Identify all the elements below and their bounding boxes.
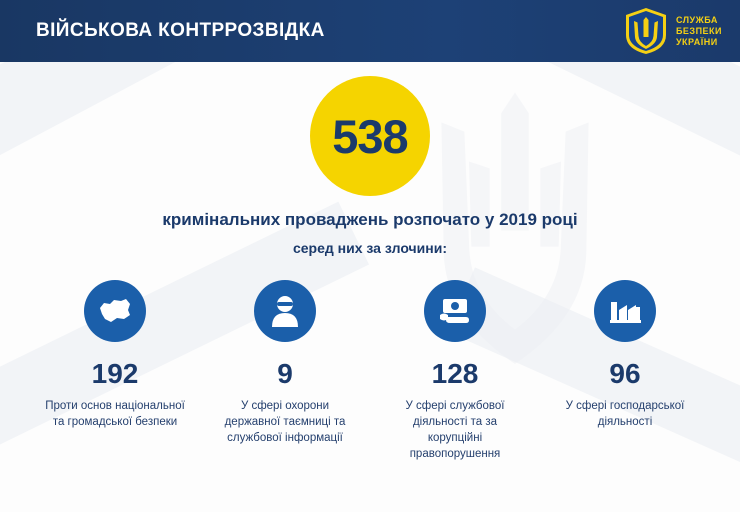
ukraine-map-icon xyxy=(97,296,133,326)
stat-item xyxy=(540,280,710,430)
money-bribe-icon xyxy=(436,295,474,327)
stat-item xyxy=(370,280,540,462)
ukraine-map-icon-circle xyxy=(84,280,146,342)
subheadline-text: серед них за злочини: xyxy=(292,240,448,256)
stat-item xyxy=(200,280,370,446)
headline-text: кримінальних проваджень розпочато у 2019 році xyxy=(162,210,578,229)
total-cases-number: 538 xyxy=(332,109,408,163)
logo-line-3: УКРАЇНИ xyxy=(675,36,718,47)
stat-value: 192 xyxy=(91,358,139,389)
secret-person-icon xyxy=(269,294,301,328)
factory-icon-circle xyxy=(594,280,656,342)
stat-value: 9 xyxy=(277,358,293,389)
logo-line-1: СЛУЖБА xyxy=(675,14,718,25)
secret-person-icon-circle xyxy=(254,280,316,342)
stat-label: Проти основ національної та громадської безпеки xyxy=(45,400,185,428)
main-content xyxy=(0,62,740,512)
logo-line-2: БЕЗПЕКИ xyxy=(675,25,722,36)
sbu-logo-text xyxy=(676,15,722,48)
sbu-emblem-icon xyxy=(624,7,668,55)
stat-label: У сфері господарської діяльності xyxy=(565,400,685,428)
stat-label: У сфері службової діяльності та за корупційні правопорушення xyxy=(405,400,505,460)
header-bar xyxy=(0,0,740,62)
stats-row xyxy=(0,280,740,462)
page-title: ВІЙСЬКОВА КОНТРРОЗВІДКА xyxy=(36,20,325,41)
factory-icon xyxy=(607,296,643,326)
stat-value: 128 xyxy=(431,358,479,389)
sbu-logo xyxy=(624,7,722,55)
stat-label: У сфері охорони державної таємниці та службової інформації xyxy=(224,400,346,444)
money-bribe-icon-circle xyxy=(424,280,486,342)
stat-item xyxy=(30,280,200,430)
stat-value: 96 xyxy=(609,358,641,389)
total-cases-badge xyxy=(310,76,430,196)
